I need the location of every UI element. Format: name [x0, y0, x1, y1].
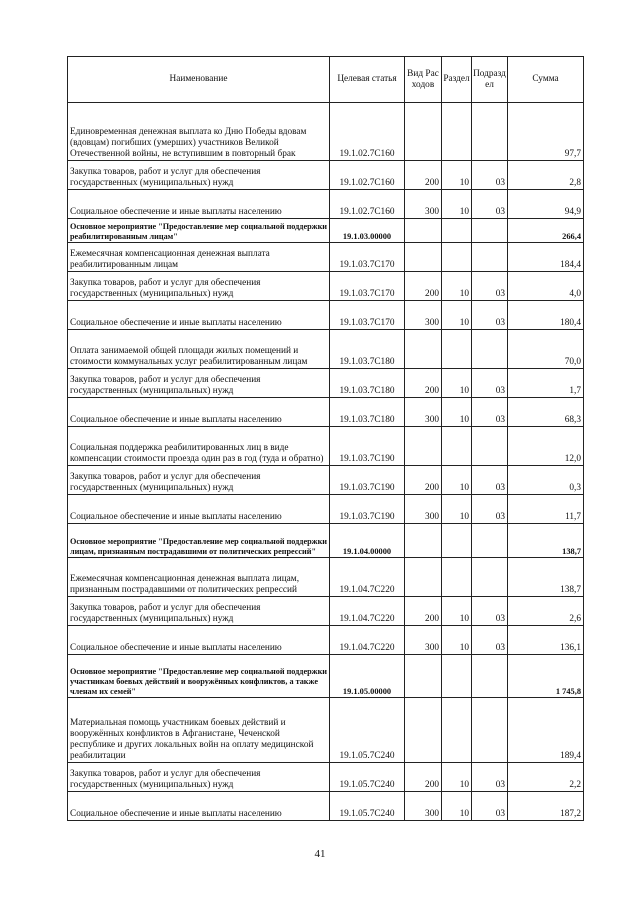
table-row-section [68, 655, 584, 698]
cell-section: 10 [442, 272, 472, 301]
table-row [68, 763, 584, 792]
cell-expense-type [405, 219, 442, 243]
cell-name: Основное мероприятие "Предоставление мер социальной поддержки лицам, признанным пострадавшими от политических репрессий" [68, 524, 330, 558]
cell-subsection [472, 698, 508, 763]
cell-target-article: 19.1.03.7С190 [330, 495, 405, 524]
cell-section: 10 [442, 792, 472, 821]
cell-name: Закупка товаров, работ и услуг для обеспечения государственных (муниципальных) нужд [68, 597, 330, 626]
cell-subsection: 03 [472, 495, 508, 524]
table-row [68, 369, 584, 398]
cell-section: 10 [442, 597, 472, 626]
cell-subsection [472, 427, 508, 466]
cell-subsection: 03 [472, 466, 508, 495]
table-row [68, 427, 584, 466]
cell-expense-type [405, 243, 442, 272]
table-row [68, 558, 584, 597]
cell-sum: 12,0 [508, 427, 584, 466]
table-row [68, 272, 584, 301]
cell-target-article: 19.1.03.7С190 [330, 427, 405, 466]
table-row [68, 161, 584, 190]
cell-target-article: 19.1.05.00000 [330, 655, 405, 698]
cell-target-article: 19.1.05.7С240 [330, 698, 405, 763]
cell-section: 10 [442, 161, 472, 190]
cell-expense-type [405, 427, 442, 466]
cell-sum: 136,1 [508, 626, 584, 655]
cell-subsection: 03 [472, 597, 508, 626]
cell-name: Материальная помощь участникам боевых действий и вооружённых конфликтов в Афганистане, Чеченской республике и других локальных войн на оплату медицинской реабилитации [68, 698, 330, 763]
cell-sum: 4,0 [508, 272, 584, 301]
cell-sum: 97,7 [508, 103, 584, 161]
cell-target-article: 19.1.03.7С190 [330, 466, 405, 495]
cell-target-article: 19.1.03.7С170 [330, 272, 405, 301]
cell-name: Социальное обеспечение и иные выплаты населению [68, 398, 330, 427]
cell-target-article: 19.1.03.7С170 [330, 301, 405, 330]
cell-section [442, 427, 472, 466]
cell-subsection [472, 655, 508, 698]
cell-expense-type [405, 558, 442, 597]
header-sum: Сумма [508, 57, 584, 103]
cell-section: 10 [442, 369, 472, 398]
cell-section: 10 [442, 398, 472, 427]
cell-sum: 138,7 [508, 524, 584, 558]
table-row-section [68, 524, 584, 558]
cell-name: Оплата занимаемой общей площади жилых помещений и стоимости коммунальных услуг реабилитированным лицам [68, 330, 330, 369]
cell-section [442, 330, 472, 369]
header-section: Раздел [442, 57, 472, 103]
cell-name: Социальная поддержка реабилитированных лиц в виде компенсации стоимости проезда один раз в год (туда и обратно) [68, 427, 330, 466]
cell-name: Социальное обеспечение и иные выплаты населению [68, 626, 330, 655]
table-row [68, 301, 584, 330]
cell-name: Закупка товаров, работ и услуг для обеспечения государственных (муниципальных) нужд [68, 369, 330, 398]
cell-sum: 180,4 [508, 301, 584, 330]
cell-sum: 187,2 [508, 792, 584, 821]
cell-section: 10 [442, 301, 472, 330]
cell-target-article: 19.1.03.7С180 [330, 369, 405, 398]
table-row [68, 597, 584, 626]
cell-section [442, 524, 472, 558]
cell-subsection [472, 103, 508, 161]
cell-sum: 11,7 [508, 495, 584, 524]
cell-sum: 2,6 [508, 597, 584, 626]
cell-subsection: 03 [472, 763, 508, 792]
cell-subsection: 03 [472, 272, 508, 301]
cell-subsection: 03 [472, 626, 508, 655]
cell-expense-type: 300 [405, 190, 442, 219]
cell-sum: 1,7 [508, 369, 584, 398]
cell-target-article: 19.1.04.00000 [330, 524, 405, 558]
cell-expense-type: 200 [405, 161, 442, 190]
table-row [68, 190, 584, 219]
cell-name: Основное мероприятие "Предоставление мер социальной поддержки участникам боевых действий и вооружённых конфликтов, а также членам их семей" [68, 655, 330, 698]
cell-expense-type: 200 [405, 272, 442, 301]
cell-target-article: 19.1.05.7С240 [330, 763, 405, 792]
cell-section [442, 103, 472, 161]
cell-subsection: 03 [472, 792, 508, 821]
cell-target-article: 19.1.02.7С160 [330, 103, 405, 161]
table-row [68, 626, 584, 655]
cell-expense-type: 200 [405, 369, 442, 398]
table-row-section [68, 219, 584, 243]
header-expense-type: Вид Расходов [405, 57, 442, 103]
table-row [68, 495, 584, 524]
cell-expense-type: 300 [405, 301, 442, 330]
cell-target-article: 19.1.02.7С160 [330, 190, 405, 219]
cell-name: Ежемесячная компенсационная денежная выплата лицам, признанным пострадавшими от политических репрессий [68, 558, 330, 597]
cell-target-article: 19.1.03.7С180 [330, 330, 405, 369]
cell-section: 10 [442, 763, 472, 792]
cell-sum: 184,4 [508, 243, 584, 272]
cell-section: 10 [442, 190, 472, 219]
cell-target-article: 19.1.02.7С160 [330, 161, 405, 190]
cell-expense-type [405, 655, 442, 698]
cell-section [442, 219, 472, 243]
cell-sum: 138,7 [508, 558, 584, 597]
cell-sum: 0,3 [508, 466, 584, 495]
cell-subsection [472, 558, 508, 597]
table-row [68, 398, 584, 427]
cell-name: Закупка товаров, работ и услуг для обеспечения государственных (муниципальных) нужд [68, 272, 330, 301]
cell-expense-type: 200 [405, 597, 442, 626]
cell-section [442, 558, 472, 597]
cell-target-article: 19.1.04.7С220 [330, 626, 405, 655]
cell-sum: 2,8 [508, 161, 584, 190]
cell-expense-type: 300 [405, 626, 442, 655]
cell-target-article: 19.1.05.7С240 [330, 792, 405, 821]
header-subsection: Подраздел [472, 57, 508, 103]
budget-table [67, 56, 584, 821]
cell-name: Основное мероприятие "Предоставление мер социальной поддержки реабилитированным лицам" [68, 219, 330, 243]
cell-expense-type: 200 [405, 466, 442, 495]
cell-subsection: 03 [472, 398, 508, 427]
cell-sum: 70,0 [508, 330, 584, 369]
cell-section: 10 [442, 466, 472, 495]
cell-section: 10 [442, 495, 472, 524]
cell-subsection: 03 [472, 301, 508, 330]
cell-section: 10 [442, 626, 472, 655]
table-row [68, 466, 584, 495]
cell-name: Закупка товаров, работ и услуг для обеспечения государственных (муниципальных) нужд [68, 161, 330, 190]
cell-target-article: 19.1.04.7С220 [330, 597, 405, 626]
table-row [68, 792, 584, 821]
cell-name: Единовременная денежная выплата ко Дню Победы вдовам (вдовцам) погибших (умерших) участников Великой Отечественной войны, не вступившим в повторный брак [68, 103, 330, 161]
cell-sum: 94,9 [508, 190, 584, 219]
cell-sum: 2,2 [508, 763, 584, 792]
cell-target-article: 19.1.03.00000 [330, 219, 405, 243]
cell-name: Закупка товаров, работ и услуг для обеспечения государственных (муниципальных) нужд [68, 466, 330, 495]
table-body [68, 103, 584, 821]
header-target-article: Целевая статья [330, 57, 405, 103]
table-row [68, 698, 584, 763]
cell-expense-type [405, 698, 442, 763]
cell-expense-type: 200 [405, 763, 442, 792]
cell-sum: 68,3 [508, 398, 584, 427]
cell-section [442, 698, 472, 763]
table-row [68, 243, 584, 272]
cell-name: Закупка товаров, работ и услуг для обеспечения государственных (муниципальных) нужд [68, 763, 330, 792]
cell-section [442, 243, 472, 272]
cell-target-article: 19.1.03.7С180 [330, 398, 405, 427]
cell-expense-type [405, 524, 442, 558]
cell-target-article: 19.1.04.7С220 [330, 558, 405, 597]
cell-expense-type [405, 103, 442, 161]
cell-name: Социальное обеспечение и иные выплаты населению [68, 495, 330, 524]
cell-sum: 1 745,8 [508, 655, 584, 698]
table-row [68, 103, 584, 161]
cell-subsection: 03 [472, 190, 508, 219]
cell-subsection [472, 219, 508, 243]
cell-sum: 266,4 [508, 219, 584, 243]
table-header-row [68, 57, 584, 103]
cell-expense-type: 300 [405, 792, 442, 821]
cell-subsection: 03 [472, 369, 508, 398]
cell-expense-type [405, 330, 442, 369]
cell-name: Социальное обеспечение и иные выплаты населению [68, 792, 330, 821]
cell-subsection [472, 330, 508, 369]
cell-expense-type: 300 [405, 398, 442, 427]
cell-target-article: 19.1.03.7С170 [330, 243, 405, 272]
cell-subsection [472, 243, 508, 272]
cell-name: Социальное обеспечение и иные выплаты населению [68, 190, 330, 219]
cell-sum: 189,4 [508, 698, 584, 763]
cell-section [442, 655, 472, 698]
cell-name: Ежемесячная компенсационная денежная выплата реабилитированным лицам [68, 243, 330, 272]
cell-subsection [472, 524, 508, 558]
cell-expense-type: 300 [405, 495, 442, 524]
header-name: Наименование [68, 57, 330, 103]
table-row [68, 330, 584, 369]
page-number: 41 [314, 848, 326, 860]
cell-subsection: 03 [472, 161, 508, 190]
cell-name: Социальное обеспечение и иные выплаты населению [68, 301, 330, 330]
